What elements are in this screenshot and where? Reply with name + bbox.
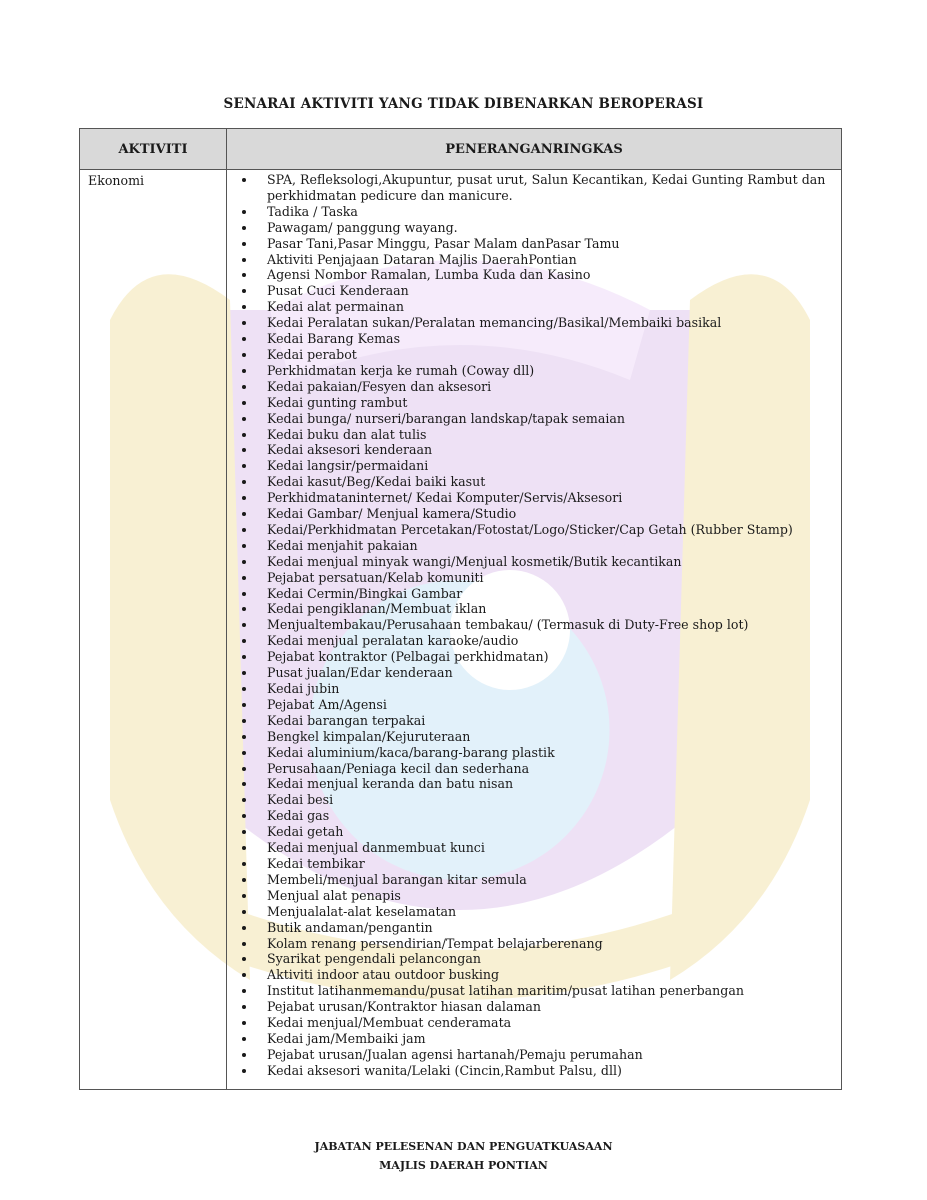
- activity-table: [79, 128, 842, 1090]
- header-penerangan: PENERANGANRINGKAS: [227, 129, 842, 170]
- list-item: Institut latihanmemandu/pusat latihan maritim/pusat latihan penerbangan: [227, 983, 837, 999]
- list-item: Kedai Peralatan sukan/Peralatan memancing/Basikal/Membaiki basikal: [227, 315, 837, 331]
- list-item: Menjualtembakau/Perusahaan tembakau/ (Termasuk di Duty-Free shop lot): [227, 617, 837, 633]
- list-item: SPA, Refleksologi,Akupuntur, pusat urut, Salun Kecantikan, Kedai Gunting Rambut dan perkhidmatan pedicure dan manicure.: [227, 172, 837, 204]
- list-item: Kedai langsir/permaidani: [227, 458, 837, 474]
- list-item: Kedai jubin: [227, 681, 837, 697]
- list-item: Menjual alat penapis: [227, 888, 837, 904]
- list-item: Kedai bunga/ nurseri/barangan landskap/tapak semaian: [227, 411, 837, 427]
- list-item: Aktiviti indoor atau outdoor busking: [227, 967, 837, 983]
- list-item: Menjualalat-alat keselamatan: [227, 904, 837, 920]
- list-item: Pejabat Am/Agensi: [227, 697, 837, 713]
- list-item: Kolam renang persendirian/Tempat belajarberenang: [227, 936, 837, 952]
- list-item: Kedai menjual keranda dan batu nisan: [227, 776, 837, 792]
- list-item: Pejabat urusan/Jualan agensi hartanah/Pemaju perumahan: [227, 1047, 837, 1063]
- list-item: Kedai aksesori wanita/Lelaki (Cincin,Rambut Palsu, dll): [227, 1063, 837, 1079]
- list-item: Kedai buku dan alat tulis: [227, 427, 837, 443]
- list-item: Kedai menjual minyak wangi/Menjual kosmetik/Butik kecantikan: [227, 554, 837, 570]
- table-header-row: [80, 129, 842, 170]
- list-item: Perkhidmatan kerja ke rumah (Coway dll): [227, 363, 837, 379]
- list-item: Agensi Nombor Ramalan, Lumba Kuda dan Kasino: [227, 267, 837, 283]
- description-cell: [227, 170, 842, 1090]
- category-cell: Ekonomi: [80, 170, 227, 1090]
- list-item: Kedai menjahit pakaian: [227, 538, 837, 554]
- list-item: Kedai gas: [227, 808, 837, 824]
- table-row: [80, 170, 842, 1090]
- list-item: Kedai tembikar: [227, 856, 837, 872]
- list-item: Pusat jualan/Edar kenderaan: [227, 665, 837, 681]
- list-item: Perkhidmataninternet/ Kedai Komputer/Servis/Aksesori: [227, 490, 837, 506]
- list-item: Kedai menjual danmembuat kunci: [227, 840, 837, 856]
- list-item: Kedai Barang Kemas: [227, 331, 837, 347]
- list-item: Pasar Tani,Pasar Minggu, Pasar Malam danPasar Tamu: [227, 236, 837, 252]
- list-item: Syarikat pengendali pelancongan: [227, 951, 837, 967]
- list-item: Aktiviti Penjajaan Dataran Majlis DaerahPontian: [227, 252, 837, 268]
- list-item: Kedai pakaian/Fesyen dan aksesori: [227, 379, 837, 395]
- header-aktiviti: AKTIVITI: [80, 129, 227, 170]
- list-item: Kedai gunting rambut: [227, 395, 837, 411]
- footer-department: JABATAN PELESENAN DAN PENGUATKUASAAN: [314, 1140, 613, 1153]
- list-item: Pejabat kontraktor (Pelbagai perkhidmatan): [227, 649, 837, 665]
- list-item: Perusahaan/Peniaga kecil dan sederhana: [227, 761, 837, 777]
- list-item: Kedai menjual peralatan karaoke/audio: [227, 633, 837, 649]
- list-item: Kedai kasut/Beg/Kedai baiki kasut: [227, 474, 837, 490]
- list-item: Kedai besi: [227, 792, 837, 808]
- list-item: Pejabat persatuan/Kelab komuniti: [227, 570, 837, 586]
- footer-council: MAJLIS DAERAH PONTIAN: [379, 1159, 548, 1172]
- list-item: Kedai alat permainan: [227, 299, 837, 315]
- list-item: Kedai Cermin/Bingkai Gambar: [227, 586, 837, 602]
- list-item: Bengkel kimpalan/Kejuruteraan: [227, 729, 837, 745]
- list-item: Tadika / Taska: [227, 204, 837, 220]
- list-item: Kedai Gambar/ Menjual kamera/Studio: [227, 506, 837, 522]
- list-item: Kedai/Perkhidmatan Percetakan/Fotostat/Logo/Sticker/Cap Getah (Rubber Stamp): [227, 522, 837, 538]
- list-item: Kedai perabot: [227, 347, 837, 363]
- list-item: Kedai aksesori kenderaan: [227, 442, 837, 458]
- activity-list: [227, 172, 837, 1079]
- list-item: Kedai getah: [227, 824, 837, 840]
- list-item: Pawagam/ panggung wayang.: [227, 220, 837, 236]
- list-item: Kedai jam/Membaiki jam: [227, 1031, 837, 1047]
- document-title: SENARAI AKTIVITI YANG TIDAK DIBENARKAN BEROPERASI: [223, 96, 704, 112]
- list-item: Kedai barangan terpakai: [227, 713, 837, 729]
- list-item: Kedai aluminium/kaca/barang-barang plastik: [227, 745, 837, 761]
- list-item: Membeli/menjual barangan kitar semula: [227, 872, 837, 888]
- list-item: Kedai menjual/Membuat cenderamata: [227, 1015, 837, 1031]
- list-item: Kedai pengiklanan/Membuat iklan: [227, 601, 837, 617]
- list-item: Pusat Cuci Kenderaan: [227, 283, 837, 299]
- list-item: Butik andaman/pengantin: [227, 920, 837, 936]
- list-item: Pejabat urusan/Kontraktor hiasan dalaman: [227, 999, 837, 1015]
